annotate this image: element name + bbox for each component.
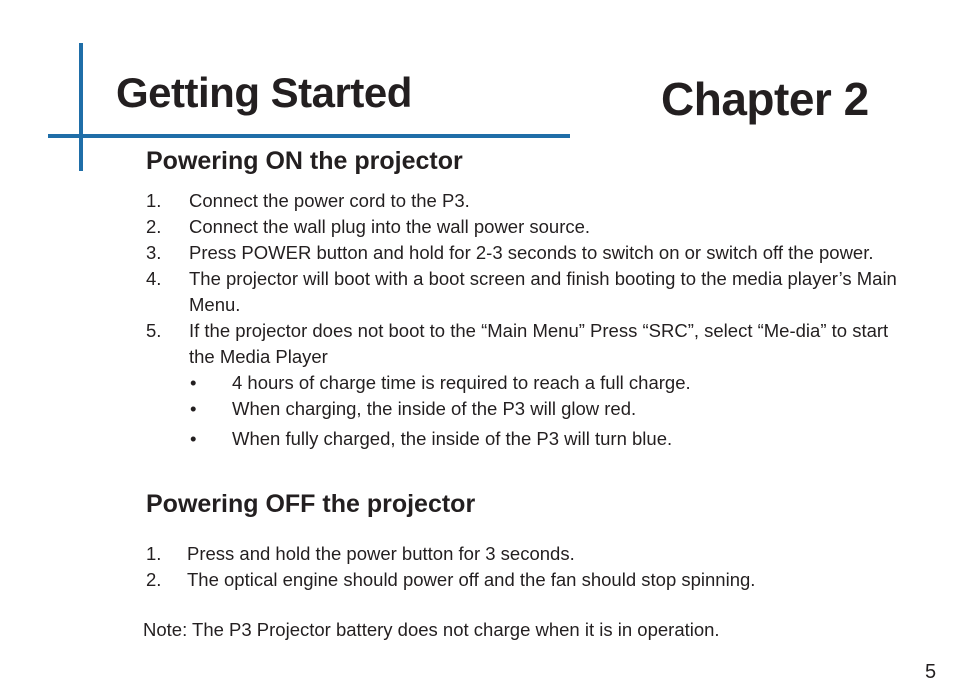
powering-on-steps [146, 188, 906, 452]
bullet-item [146, 426, 906, 452]
list-item [146, 567, 906, 593]
step-number: 2. [146, 216, 162, 237]
chapter-title: Chapter 2 [661, 73, 869, 125]
list-item [146, 188, 906, 214]
list-item [146, 541, 906, 567]
step-text: Press and hold the power button for 3 seconds. [187, 543, 575, 564]
powering-off-heading: Powering OFF the projector [146, 490, 476, 518]
bullet-item [146, 396, 906, 422]
step-text: Connect the wall plug into the wall power source. [189, 216, 591, 237]
list-item [146, 266, 906, 318]
step-text: If the projector does not boot to the “Main Menu” Press “SRC”, select “Me-dia” to start the Media Player [189, 320, 889, 367]
step-number: 1. [146, 543, 162, 564]
bullet-text: When fully charged, the inside of the P3 will turn blue. [232, 428, 673, 449]
page-number: 5 [925, 661, 937, 683]
step-text: The optical engine should power off and the fan should stop spinning. [187, 569, 756, 590]
bullet-text: When charging, the inside of the P3 will glow red. [232, 398, 637, 419]
bullet-icon: • [190, 398, 197, 419]
bullet-icon: • [190, 372, 197, 393]
powering-off-steps [146, 541, 906, 593]
accent-vertical-rule [79, 43, 83, 171]
bullet-item [146, 370, 906, 396]
powering-on-heading: Powering ON the projector [146, 147, 463, 175]
operation-note: Note: The P3 Projector battery does not charge when it is in operation. [143, 619, 720, 640]
bullet-text: 4 hours of charge time is required to reach a full charge. [232, 372, 691, 393]
bullet-icon: • [190, 428, 197, 449]
step-text: Press POWER button and hold for 2-3 seconds to switch on or switch off the power. [189, 242, 874, 263]
step-number: 3. [146, 242, 162, 263]
accent-horizontal-rule [48, 134, 570, 138]
step-number: 5. [146, 320, 162, 341]
step-number: 4. [146, 268, 162, 289]
step-text: Connect the power cord to the P3. [189, 190, 470, 211]
list-item [146, 240, 906, 266]
step-text: The projector will boot with a boot screen and finish booting to the media player’s Main Menu. [189, 268, 897, 315]
list-item [146, 214, 906, 240]
list-item [146, 318, 906, 370]
step-number: 2. [146, 569, 162, 590]
step-number: 1. [146, 190, 162, 211]
section-title: Getting Started [116, 69, 412, 116]
